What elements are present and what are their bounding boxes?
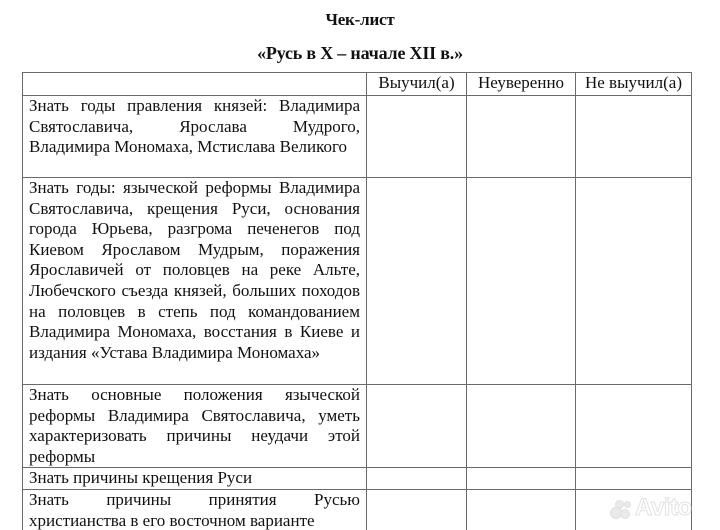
topic-cell: Знать основные положения языческой реформы Владимира Святославича, уметь характеризовать причины неудачи этой реформы (23, 385, 367, 468)
document-title: Чек-лист (325, 10, 395, 29)
column-header-learned: Выучил(а) (367, 73, 467, 96)
learned-cell[interactable] (367, 468, 467, 490)
not-learned-cell[interactable] (576, 96, 692, 178)
watermark-text: Avito (635, 494, 692, 521)
topic-cell: Знать годы: языческой реформы Владимира Святославича, крещения Руси, основания города Юрьева, разгрома печенегов под Киевом Ярославом Мудрым, поражения Ярославичей от половцев на реке Альте, Любечского съезда князей, больших походов на половцев в степь под командованием Владимира Мономаха, восстания в Киеве и издания «Устава Владимира Мономаха» (23, 178, 367, 385)
unsure-cell[interactable] (467, 468, 576, 490)
learned-cell[interactable] (367, 96, 467, 178)
topic-cell: Знать годы правления князей: Владимира Святославича, Ярослава Мудрого, Владимира Мономаха, Мстислава Великого (23, 96, 367, 178)
column-header-not-learned: Не выучил(а) (576, 73, 692, 96)
learned-cell[interactable] (367, 385, 467, 468)
unsure-cell[interactable] (467, 96, 576, 178)
unsure-cell[interactable] (467, 385, 576, 468)
topic-cell: Знать причины принятия Русью христианства в его восточном варианте (23, 489, 367, 530)
unsure-cell[interactable] (467, 489, 576, 530)
table-row (23, 178, 692, 385)
not-learned-cell[interactable] (576, 468, 692, 490)
table-header-row (23, 73, 692, 96)
topic-cell: Знать причины крещения Руси (23, 468, 367, 490)
column-header-topic (23, 73, 367, 96)
unsure-cell[interactable] (467, 178, 576, 385)
learned-cell[interactable] (367, 489, 467, 530)
table-row (23, 96, 692, 178)
not-learned-cell[interactable] (576, 178, 692, 385)
not-learned-cell[interactable] (576, 385, 692, 468)
learned-cell[interactable] (367, 178, 467, 385)
not-learned-cell[interactable] (576, 489, 692, 530)
checklist-table (22, 72, 692, 530)
table-row (23, 468, 692, 490)
table-row (23, 489, 692, 530)
column-header-unsure: Неуверенно (467, 73, 576, 96)
table-row (23, 385, 692, 468)
document-subtitle: «Русь в X – начале XII в.» (257, 43, 463, 63)
